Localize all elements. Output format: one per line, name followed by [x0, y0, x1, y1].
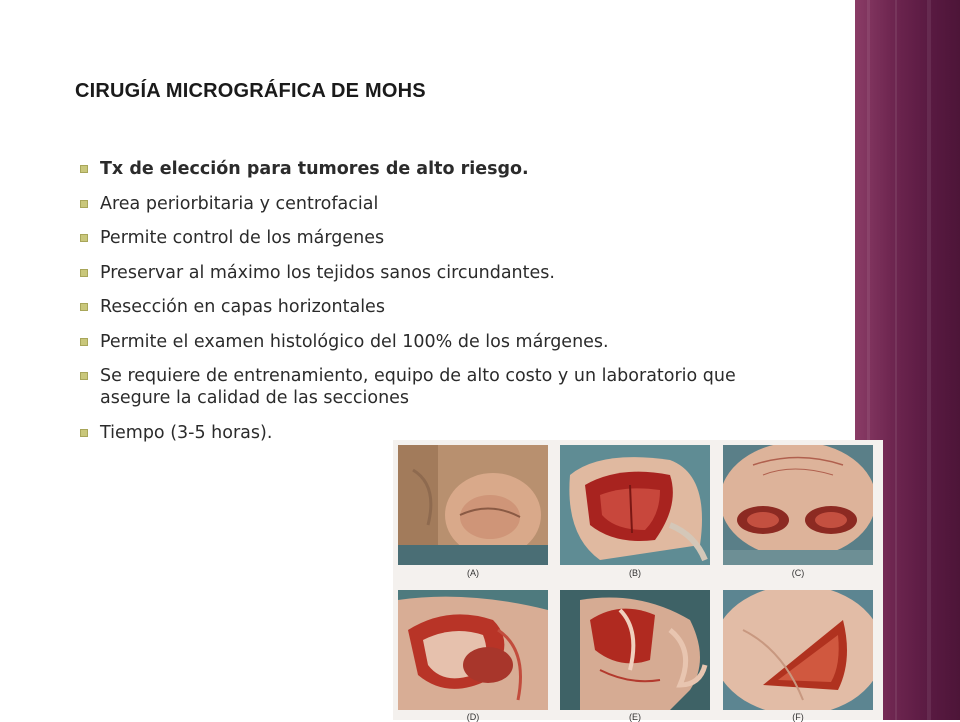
- square-bullet-icon: [80, 269, 88, 277]
- panel-label-d: (D): [466, 712, 480, 722]
- photo-panel-b: [560, 445, 710, 565]
- bullet-item: [78, 158, 778, 180]
- bullet-text: Tx de elección para tumores de alto riesgo.: [100, 159, 529, 179]
- photo-panel-a: [398, 445, 548, 565]
- bullet-text: Preservar al máximo los tejidos sanos circundantes.: [100, 262, 555, 283]
- bullet-item: [78, 193, 778, 215]
- square-bullet-icon: [80, 303, 88, 311]
- bullet-text: Area periorbitaria y centrofacial: [100, 193, 379, 214]
- square-bullet-icon: [80, 372, 88, 380]
- bullet-text: Permite control de los márgenes: [100, 228, 385, 248]
- bullet-item: [78, 331, 778, 353]
- surgery-photo-figure: [393, 440, 883, 720]
- panel-label-f: (F): [792, 712, 804, 722]
- square-bullet-icon: [80, 338, 88, 346]
- bullet-text: Se requiere de entrenamiento, equipo de alto costo y un laboratorio que asegure la calidad de las secciones: [100, 366, 736, 408]
- square-bullet-icon: [80, 165, 88, 173]
- bullet-item: [78, 296, 778, 318]
- photo-panel-c: [723, 445, 873, 565]
- bullet-text: Resección en capas horizontales: [100, 297, 385, 317]
- square-bullet-icon: [80, 234, 88, 242]
- slide-title: CIRUGÍA MICROGRÁFICA DE MOHS: [75, 80, 426, 102]
- panel-label-e: (E): [629, 712, 641, 722]
- panel-label-a: (A): [467, 568, 479, 578]
- photo-panel-f: [723, 590, 873, 710]
- square-bullet-icon: [80, 200, 88, 208]
- panel-label-b: (B): [629, 568, 641, 578]
- square-bullet-icon: [80, 429, 88, 437]
- photo-panel-d: [398, 590, 548, 710]
- bullet-text: Permite el examen histológico del 100% de los márgenes.: [100, 331, 609, 352]
- photo-panel-e: [560, 590, 710, 710]
- bullet-list: [78, 158, 778, 456]
- bullet-item: [78, 227, 778, 249]
- bullet-item: [78, 365, 740, 409]
- panel-label-c: (C): [791, 568, 805, 578]
- bullet-text: Tiempo (3-5 horas).: [100, 422, 273, 443]
- bullet-item: [78, 262, 778, 284]
